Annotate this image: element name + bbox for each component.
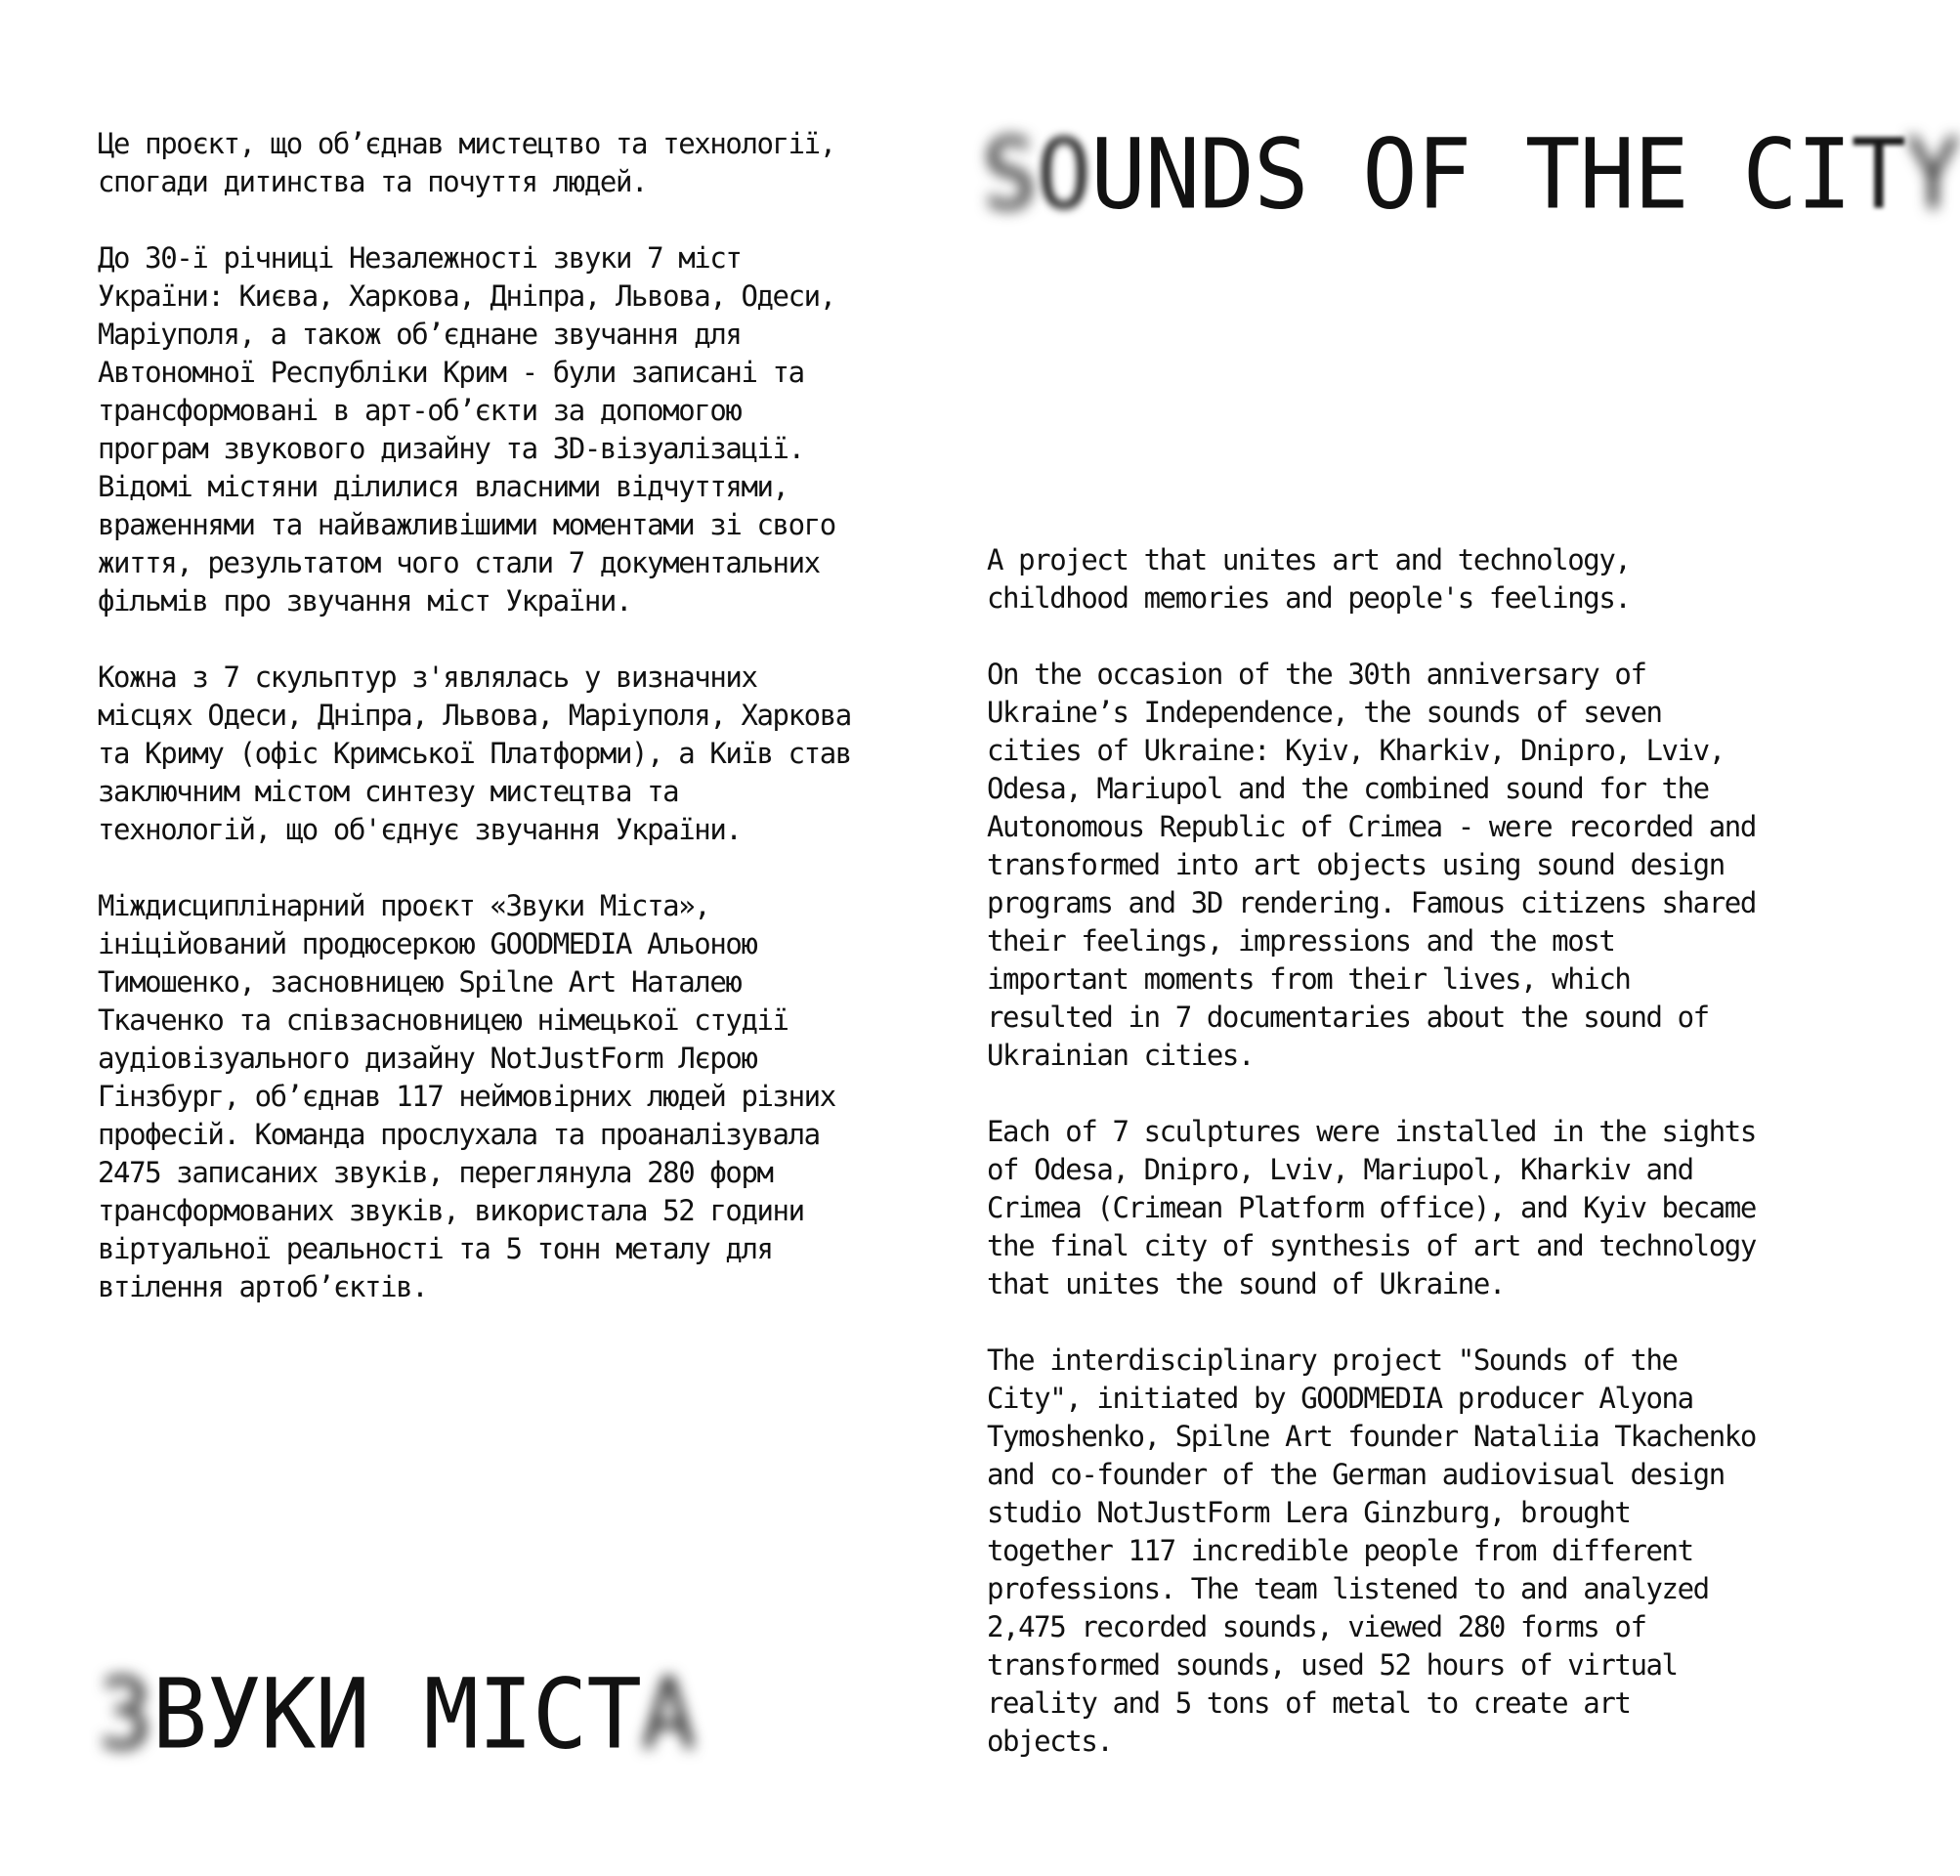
text-line: Тимошенко, засновницею Spilne Art Наталею <box>98 965 742 999</box>
uk-paragraph-2 <box>98 239 860 620</box>
en-paragraph-4 <box>987 1342 1778 1761</box>
text-line: 2,475 recorded sounds, viewed 280 forms of <box>987 1610 1646 1643</box>
text-line: 2475 записаних звуків, переглянула 280 форм <box>98 1156 773 1189</box>
title-uk-letter-blurred-end: А <box>640 1659 696 1771</box>
text-line: important moments from their lives, which <box>987 962 1631 996</box>
text-line: та Криму (офіс Кримської Платформи), а Київ став <box>98 737 851 770</box>
text-line: Міждисциплінарний проєкт «Звуки Міста», <box>98 889 710 922</box>
text-line: трансформованих звуків, використала 52 години <box>98 1194 804 1227</box>
text-line: resulted in 7 documentaries about the sound of <box>987 1001 1709 1034</box>
text-line: programs and 3D rendering. Famous citizens shared <box>987 886 1756 919</box>
uk-paragraph-1 <box>98 125 860 201</box>
text-line: програм звукового дизайну та 3D-візуалізації. <box>98 432 804 465</box>
text-line: Autonomous Republic of Crimea - were recorded and <box>987 810 1756 843</box>
text-line: together 117 incredible people from different <box>987 1534 1693 1567</box>
text-line: Tymoshenko, Spilne Art founder Nataliia Tkachenko <box>987 1420 1756 1453</box>
text-line: враженнями та найважливішими моментами зі свого <box>98 508 835 541</box>
uk-paragraph-3 <box>98 659 860 849</box>
title-en-letter-semi-blurred-end: T <box>1851 119 1906 232</box>
ukrainian-text-column <box>98 125 860 1344</box>
text-line: A project that unites art and technology, <box>987 543 1631 576</box>
title-sounds-of-the-city <box>982 119 1960 233</box>
text-line: studio NotJustForm Lera Ginzburg, brought <box>987 1496 1631 1529</box>
text-line: of Odesa, Dnipro, Lviv, Mariupol, Kharkiv and <box>987 1153 1693 1186</box>
en-paragraph-1 <box>987 541 1778 618</box>
text-line: Each of 7 sculptures were installed in the sights <box>987 1115 1756 1148</box>
text-line: Crimea (Crimean Platform office), and Kyiv became <box>987 1191 1756 1224</box>
title-en-letter-blurred: S <box>982 119 1037 232</box>
title-en-letter-blurred-end: Y <box>1905 119 1960 232</box>
text-line: that unites the sound of Ukraine. <box>987 1267 1505 1300</box>
uk-paragraph-4 <box>98 887 860 1306</box>
text-line: Гінзбург, об’єднав 117 неймовірних людей різних <box>98 1080 835 1113</box>
text-line: фільмів про звучання міст України. <box>98 584 632 618</box>
text-line: the final city of synthesis of art and technology <box>987 1229 1756 1262</box>
text-line: України: Києва, Харкова, Дніпра, Львова, Одеси, <box>98 279 835 313</box>
text-line: Odesa, Mariupol and the combined sound for the <box>987 772 1709 805</box>
english-text-column <box>987 541 1778 1799</box>
text-line: До 30-ї річниці Незалежності звуки 7 міст <box>98 241 742 275</box>
text-line: transformed into art objects using sound design <box>987 848 1725 881</box>
text-line: технологій, що об'єднує звучання України. <box>98 813 742 846</box>
text-line: transformed sounds, used 52 hours of virtual <box>987 1648 1678 1682</box>
title-en-main: UNDS OF THE CI <box>1090 119 1852 232</box>
text-line: Ткаченко та співзасновницею німецької студії <box>98 1003 788 1037</box>
text-line: Маріуполя, а також об’єднане звучання для <box>98 318 742 351</box>
text-line: спогади дитинства та почуття людей. <box>98 165 648 198</box>
text-line: Ukrainian cities. <box>987 1039 1255 1072</box>
en-paragraph-2 <box>987 656 1778 1075</box>
text-line: трансформовані в арт-об’єкти за допомогою <box>98 394 742 427</box>
text-line: Відомі містяни ділилися власними відчуттями, <box>98 470 788 503</box>
text-line: and co-founder of the German audiovisual design <box>987 1458 1725 1491</box>
text-line: Це проєкт, що об’єднав мистецтво та технології, <box>98 127 835 160</box>
text-line: cities of Ukraine: Kyiv, Kharkiv, Dnipro, Lviv, <box>987 734 1725 767</box>
text-line: життя, результатом чого стали 7 документальних <box>98 546 820 579</box>
text-line: professions. The team listened to and analyzed <box>987 1572 1709 1605</box>
title-zvuky-mista <box>98 1659 696 1772</box>
en-paragraph-3 <box>987 1113 1778 1303</box>
text-line: професій. Команда прослухала та проаналізувала <box>98 1118 820 1151</box>
text-line: On the occasion of the 30th anniversary of <box>987 658 1646 691</box>
text-line: втілення артоб’єктів. <box>98 1270 428 1303</box>
title-en-letter-semi-blurred: O <box>1036 119 1091 232</box>
text-line: their feelings, impressions and the most <box>987 924 1615 958</box>
text-line: місцях Одеси, Дніпра, Львова, Маріуполя, Харкова <box>98 699 851 732</box>
text-line: reality and 5 tons of metal to create art <box>987 1686 1631 1720</box>
text-line: Ukraine’s Independence, the sounds of seven <box>987 696 1662 729</box>
text-line: аудіовізуального дизайну NotJustForm Лєрою <box>98 1042 757 1075</box>
title-uk-letter-blurred: З <box>98 1659 152 1771</box>
text-line: заключним містом синтезу мистецтва та <box>98 775 679 808</box>
title-uk-main: ВУКИ МІСТ <box>151 1659 641 1771</box>
text-line: City", initiated by GOODMEDIA producer Alyona <box>987 1382 1693 1415</box>
text-line: віртуальної реальності та 5 тонн металу для <box>98 1232 773 1265</box>
text-line: childhood memories and people's feelings. <box>987 581 1631 615</box>
text-line: Кожна з 7 скульптур з'являлась у визначних <box>98 661 757 694</box>
text-line: Автономної Республіки Крим - були записані та <box>98 356 804 389</box>
text-line: The interdisciplinary project "Sounds of the <box>987 1343 1678 1377</box>
text-line: ініційований продюсеркою GOODMEDIA Альоною <box>98 927 757 960</box>
text-line: objects. <box>987 1725 1113 1758</box>
